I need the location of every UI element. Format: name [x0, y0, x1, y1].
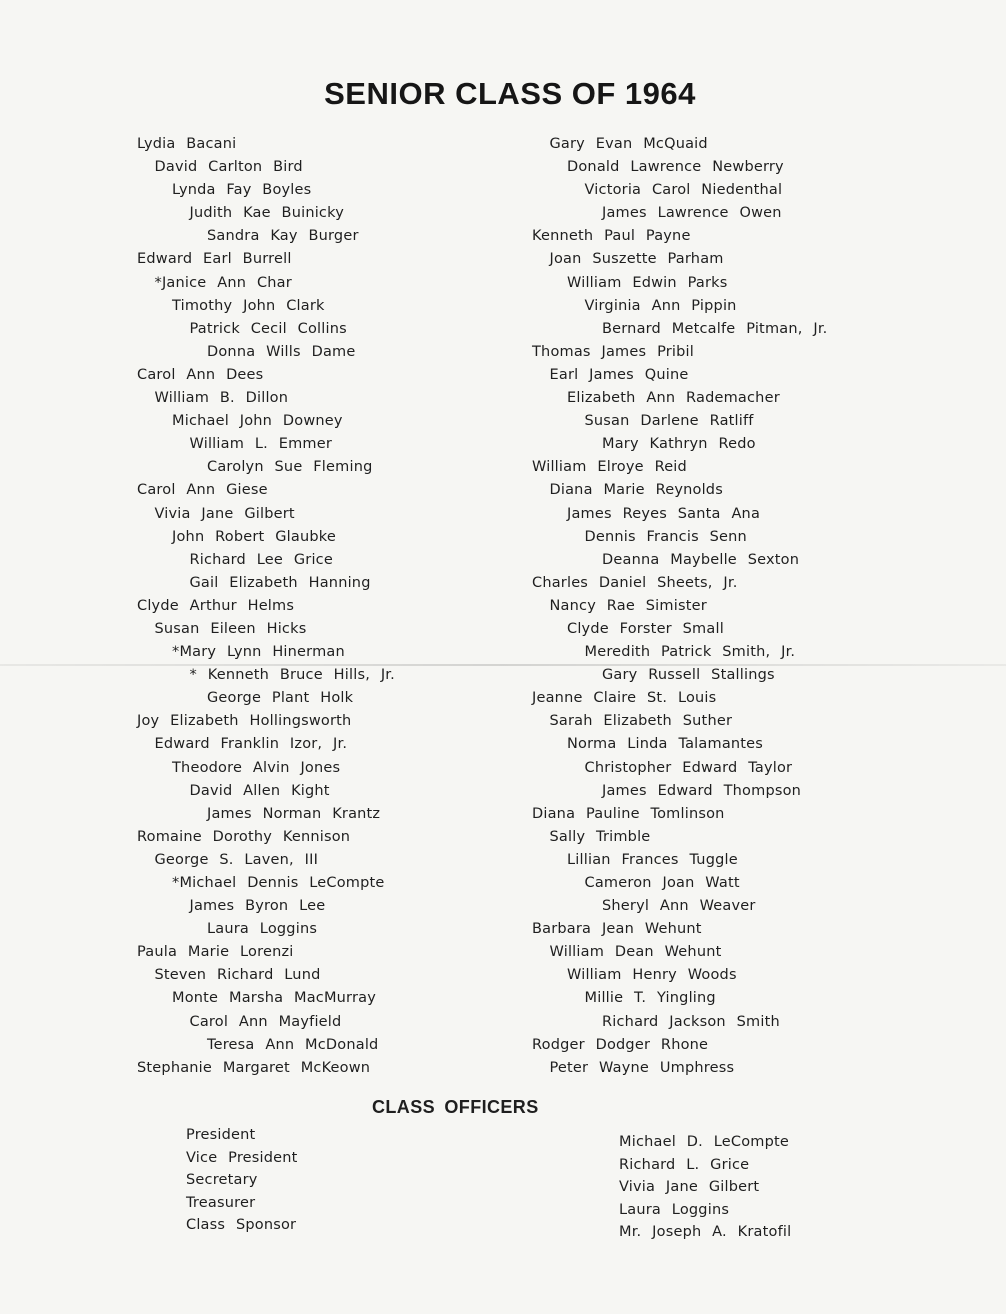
- officer-role: Secretary: [186, 1172, 258, 1189]
- senior-name: Jeanne Claire St. Louis: [532, 690, 717, 707]
- officer-name: Laura Loggins: [619, 1201, 730, 1218]
- senior-name: Gary Evan McQuaid: [549, 136, 708, 152]
- senior-name: James Edward Thompson: [602, 782, 802, 799]
- officer-role: President: [186, 1127, 256, 1143]
- senior-name: William Elroye Reid: [532, 459, 687, 476]
- officer-role: Vice President: [186, 1149, 298, 1166]
- senior-name: Paula Marie Lorenzi: [137, 944, 294, 961]
- senior-name: Joy Elizabeth Hollingsworth: [137, 713, 352, 730]
- senior-name: Thomas James Pribil: [532, 343, 695, 360]
- senior-name: Patrick Cecil Collins: [189, 320, 347, 337]
- senior-name: Romaine Dorothy Kennison: [137, 828, 351, 845]
- senior-name: Edward Earl Burrell: [137, 251, 292, 268]
- senior-name: Steven Richard Lund: [154, 967, 321, 984]
- senior-name: Susan Darlene Ratliff: [584, 413, 754, 430]
- senior-name: Lynda Fay Boyles: [172, 182, 312, 199]
- officer-name: Michael D. LeCompte: [619, 1134, 790, 1150]
- senior-name: Clyde Forster Small: [567, 620, 724, 637]
- senior-name: * Kenneth Bruce Hills, Jr.: [189, 667, 395, 684]
- senior-name: William B. Dillon: [154, 390, 289, 407]
- senior-name: John Robert Glaubke: [172, 528, 336, 545]
- senior-name: William Dean Wehunt: [549, 944, 722, 961]
- senior-name: Norma Linda Talamantes: [567, 736, 764, 753]
- senior-name: Diana Marie Reynolds: [549, 482, 723, 499]
- officer-roles-list: [186, 1124, 298, 1237]
- senior-name: Cameron Joan Watt: [584, 875, 740, 891]
- senior-name: Elizabeth Ann Rademacher: [567, 390, 780, 407]
- senior-name: Judith Kae Buinicky: [189, 205, 344, 222]
- senior-name: *Mary Lynn Hinerman: [172, 644, 345, 661]
- senior-name: *Michael Dennis LeCompte: [172, 875, 385, 891]
- senior-name: Joan Suszette Parham: [549, 251, 724, 268]
- senior-name: Charles Daniel Sheets, Jr.: [532, 574, 738, 591]
- senior-name: Monte Marsha MacMurray: [172, 990, 376, 1007]
- officer-role: Class Sponsor: [186, 1217, 297, 1234]
- senior-name: Dennis Francis Senn: [584, 528, 747, 545]
- senior-name: Sally Trimble: [549, 828, 651, 845]
- class-officers-heading: CLASS OFFICERS: [372, 1097, 539, 1117]
- senior-name: Carol Ann Mayfield: [189, 1013, 342, 1030]
- senior-name: Deanna Maybelle Sexton: [602, 551, 800, 568]
- senior-name: Richard Jackson Smith: [602, 1013, 780, 1030]
- senior-name: James Byron Lee: [189, 898, 326, 915]
- senior-name: James Norman Krantz: [207, 805, 381, 822]
- senior-name: Sheryl Ann Weaver: [602, 898, 756, 915]
- senior-name: Mary Kathryn Redo: [602, 436, 756, 453]
- senior-name: Donald Lawrence Newberry: [567, 159, 784, 176]
- senior-name: Carolyn Sue Fleming: [207, 459, 373, 476]
- senior-name: Peter Wayne Umphress: [549, 1059, 735, 1076]
- senior-name: Donna Wills Dame: [207, 343, 356, 360]
- senior-name: Rodger Dodger Rhone: [532, 1036, 709, 1053]
- senior-name: *Janice Ann Char: [154, 274, 292, 291]
- senior-name: Kenneth Paul Payne: [532, 228, 691, 245]
- senior-name: William Henry Woods: [567, 967, 737, 984]
- senior-name: Diana Pauline Tomlinson: [532, 805, 725, 822]
- officer-name: Richard L. Grice: [619, 1156, 750, 1173]
- senior-name: Carol Ann Dees: [137, 366, 264, 383]
- senior-name: Victoria Carol Niedenthal: [584, 182, 783, 199]
- senior-name: David Carlton Bird: [154, 159, 303, 176]
- senior-name: William Edwin Parks: [567, 274, 728, 291]
- senior-name: Clyde Arthur Helms: [137, 597, 295, 614]
- officer-role: Treasurer: [186, 1194, 256, 1211]
- senior-name: Teresa Ann McDonald: [207, 1036, 379, 1053]
- senior-name: Lydia Bacani: [137, 136, 237, 152]
- officer-name: Mr. Joseph A. Kratofil: [619, 1224, 792, 1241]
- senior-name: James Lawrence Owen: [602, 205, 782, 222]
- senior-name: George S. Laven, III: [154, 851, 319, 868]
- senior-name: Stephanie Margaret McKeown: [137, 1059, 371, 1076]
- senior-name: Meredith Patrick Smith, Jr.: [584, 644, 796, 661]
- senior-name: Carol Ann Giese: [137, 482, 268, 499]
- senior-name: Sarah Elizabeth Suther: [549, 713, 733, 730]
- senior-name: Theodore Alvin Jones: [172, 759, 341, 776]
- senior-name: James Reyes Santa Ana: [567, 505, 761, 522]
- senior-name: Edward Franklin Izor, Jr.: [154, 736, 348, 753]
- senior-name: George Plant Holk: [207, 690, 354, 707]
- senior-name: Sandra Kay Burger: [207, 228, 359, 245]
- senior-name: Millie T. Yingling: [584, 990, 716, 1007]
- senior-name: David Allen Kight: [189, 782, 330, 799]
- senior-name: Gail Elizabeth Hanning: [189, 574, 371, 591]
- senior-name: Michael John Downey: [172, 413, 343, 430]
- senior-name: Barbara Jean Wehunt: [532, 921, 702, 938]
- page-title: SENIOR CLASS OF 1964: [324, 76, 696, 111]
- senior-name: Nancy Rae Simister: [549, 597, 707, 614]
- senior-name: Lillian Frances Tuggle: [567, 851, 738, 868]
- senior-name: Bernard Metcalfe Pitman, Jr.: [602, 320, 828, 337]
- senior-name: Laura Loggins: [207, 921, 318, 938]
- officer-names-list: [619, 1131, 791, 1244]
- senior-names-left-column: [137, 133, 395, 1080]
- senior-name: Susan Eileen Hicks: [154, 620, 307, 637]
- senior-name: Virginia Ann Pippin: [584, 297, 737, 314]
- senior-name: Gary Russell Stallings: [602, 667, 775, 684]
- officer-name: Vivia Jane Gilbert: [619, 1179, 760, 1196]
- senior-name: Vivia Jane Gilbert: [154, 505, 295, 522]
- senior-name: Earl James Quine: [549, 366, 689, 383]
- senior-name: Christopher Edward Taylor: [584, 759, 793, 776]
- senior-name: William L. Emmer: [189, 436, 333, 453]
- senior-name: Timothy John Clark: [172, 297, 325, 314]
- senior-names-right-column: [532, 133, 827, 1080]
- senior-name: Richard Lee Grice: [189, 551, 333, 568]
